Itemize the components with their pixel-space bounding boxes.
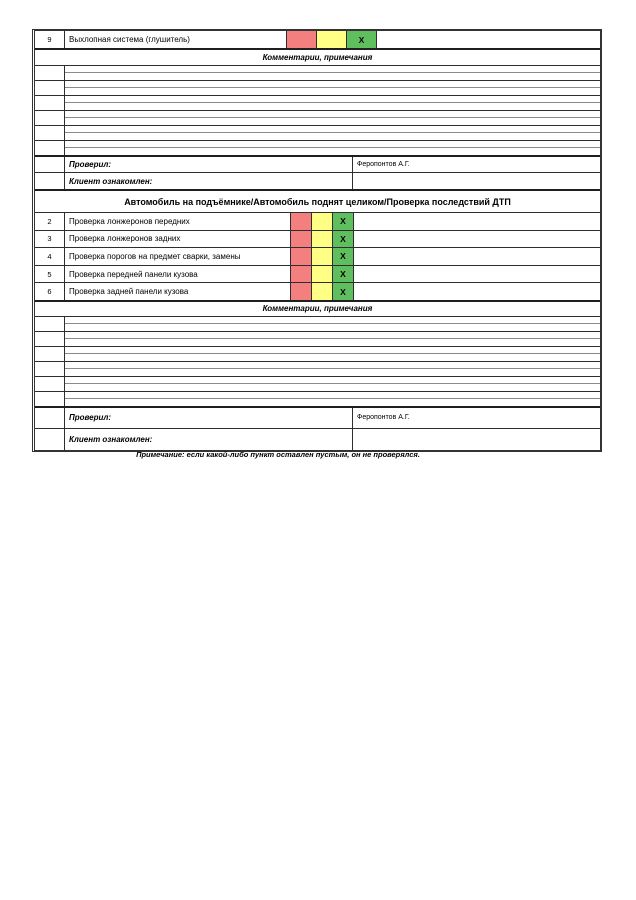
status-red-cell [291,283,312,300]
comments-section-title [35,48,600,65]
item-number: 3 [35,231,65,248]
comments-section-title [35,300,600,316]
comment-writing-line [65,141,600,155]
comment-line [35,376,600,391]
comment-number-cell [35,126,65,140]
item-label: Проверка задней панели кузова [65,283,291,300]
status-red-cell [291,231,312,248]
check-mark: X [340,251,346,262]
comment-line [35,391,600,406]
check-row [35,282,600,300]
client-ack-label: Клиент ознакомлен: [65,173,353,189]
empty-cell [377,31,600,48]
status-green-cell [333,266,354,283]
comment-writing-line [65,377,600,391]
status-yellow-cell [312,213,333,230]
comment-line [35,110,600,125]
checked-by-row [35,155,600,172]
empty-cell [354,248,600,265]
comment-number-cell [35,347,65,361]
lift-section-title-text: Автомобиль на подъёмнике/Автомобиль поднят целиком/Проверка последствий ДТП [124,196,511,207]
comment-number-cell [35,317,65,331]
status-yellow-cell [312,248,333,265]
status-red-cell [291,248,312,265]
empty-cell [354,266,600,283]
empty-number-cell [35,429,65,450]
check-mark: X [340,269,346,280]
status-yellow-cell [312,266,333,283]
comment-line [35,65,600,80]
comment-writing-line [65,126,600,140]
item-number: 6 [35,283,65,300]
check-row-exhaust [35,31,600,48]
client-ack-value [353,173,600,189]
empty-cell [354,213,600,230]
status-red-cell [291,266,312,283]
check-mark: X [340,286,346,297]
item-label: Выхлопная система (глушитель) [65,31,287,48]
comment-line [35,316,600,331]
comment-number-cell [35,81,65,95]
client-ack-row [35,172,600,189]
status-green-cell [333,213,354,230]
check-mark: X [358,34,365,45]
comment-line [35,125,600,140]
comment-line [35,95,600,110]
status-yellow-cell [312,231,333,248]
status-green-cell [333,231,354,248]
check-mark: X [340,233,346,244]
status-red-cell [287,31,317,48]
comments-title-text: Комментарии, примечания [262,304,373,314]
check-row [35,230,600,248]
status-yellow-cell [317,31,347,48]
item-label: Проверка лонжеронов передних [65,213,291,230]
lift-section-title [35,189,600,212]
comment-line [35,140,600,155]
comment-number-cell [35,392,65,406]
item-number: 2 [35,213,65,230]
comment-number-cell [35,96,65,110]
comment-line [35,331,600,346]
comment-writing-line [65,332,600,346]
checked-by-label: Проверил: [65,408,353,428]
client-ack-row [35,428,600,450]
empty-number-cell [35,157,65,172]
comment-number-cell [35,66,65,80]
comment-writing-line [65,66,600,80]
status-yellow-cell [312,283,333,300]
comment-writing-line [65,81,600,95]
status-green-cell [333,283,354,300]
empty-cell [354,231,600,248]
inspection-checklist-table [32,29,602,452]
comment-writing-line [65,111,600,125]
client-ack-value [353,429,600,450]
checked-by-label: Проверил: [65,157,353,172]
comment-writing-line [65,392,600,406]
status-red-cell [291,213,312,230]
checked-by-value: Феропонтов А.Г. [357,161,410,168]
item-number: 4 [35,248,65,265]
comment-line [35,361,600,376]
item-number: 5 [35,266,65,283]
checked-by-row [35,406,600,428]
comment-number-cell [35,141,65,155]
comment-writing-line [65,362,600,376]
comment-number-cell [35,332,65,346]
check-row [35,212,600,230]
empty-number-cell [35,173,65,189]
item-label: Проверка лонжеронов задних [65,231,291,248]
status-green-cell [333,248,354,265]
status-green-cell [347,31,377,48]
checked-by-value: Феропонтов А.Г. [357,414,410,422]
empty-number-cell [35,408,65,428]
client-ack-label: Клиент ознакомлен: [65,429,353,450]
comment-writing-line [65,317,600,331]
item-label: Проверка передней панели кузова [65,266,291,283]
empty-cell [354,283,600,300]
comment-number-cell [35,377,65,391]
item-label: Проверка порогов на предмет сварки, замены [65,248,291,265]
comments-title-text: Комментарии, примечания [262,53,373,62]
footer-note: Примечание: если какой-либо пункт оставлен пустым, он не проверялся. [136,450,420,459]
check-row [35,265,600,283]
comment-writing-line [65,96,600,110]
check-mark: X [340,216,346,227]
comment-number-cell [35,362,65,376]
comment-number-cell [35,111,65,125]
comment-writing-line [65,347,600,361]
comment-line [35,80,600,95]
item-number: 9 [35,31,65,48]
comment-line [35,346,600,361]
check-row [35,247,600,265]
